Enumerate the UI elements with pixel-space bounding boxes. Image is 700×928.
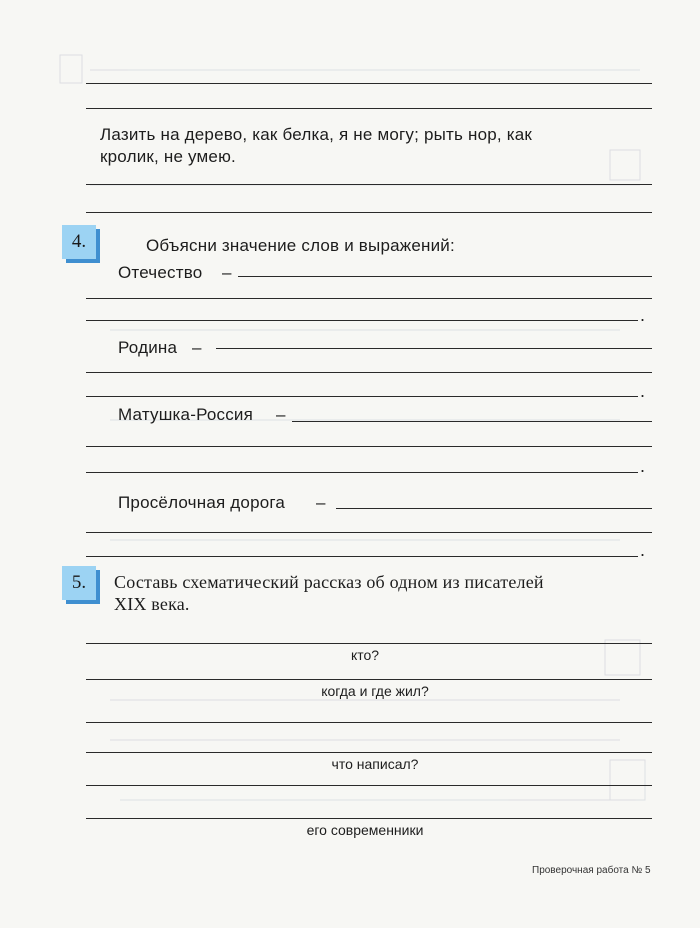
answer-line[interactable] — [86, 108, 652, 109]
answer-line[interactable] — [292, 421, 652, 422]
task-instruction: XIX века. — [114, 594, 190, 614]
page-footer: Проверочная работа № 5 — [532, 865, 651, 876]
answer-line[interactable] — [86, 83, 652, 84]
task-number: 4. — [71, 231, 87, 252]
task-number-badge — [62, 566, 100, 604]
period: . — [640, 381, 646, 401]
answer-line[interactable] — [86, 722, 652, 723]
dash: – — [316, 493, 326, 512]
answer-line[interactable] — [216, 348, 652, 349]
answer-line[interactable] — [86, 212, 652, 213]
term-label: Матушка-Россия — [118, 405, 254, 424]
answer-line[interactable] — [86, 818, 652, 819]
dash: – — [222, 263, 232, 282]
dash: – — [276, 405, 286, 424]
term-label: Родина — [118, 338, 178, 357]
answer-line[interactable] — [86, 298, 652, 299]
prompt-what-wrote: что написал? — [331, 756, 419, 772]
period: . — [640, 305, 646, 325]
period: . — [640, 456, 646, 476]
answer-line[interactable] — [86, 396, 638, 397]
previous-task-text: кролик, не умею. — [100, 147, 236, 166]
term-label: Отечество — [118, 263, 203, 282]
answer-line[interactable] — [86, 556, 638, 557]
task-number-badge — [62, 225, 100, 263]
task-instruction: Объясни значение слов и выражений: — [146, 236, 455, 255]
task-instruction: Составь схематический рассказ об одном из писателей — [114, 572, 544, 592]
prompt-when-where: когда и где жил? — [321, 683, 429, 699]
answer-line[interactable] — [86, 532, 652, 533]
prompt-who: кто? — [350, 647, 380, 663]
term-label: Просёлочная дорога — [118, 493, 286, 512]
answer-line[interactable] — [86, 472, 638, 473]
answer-line[interactable] — [86, 752, 652, 753]
answer-line[interactable] — [336, 508, 652, 509]
answer-line[interactable] — [86, 446, 652, 447]
answer-line[interactable] — [86, 184, 652, 185]
answer-line[interactable] — [86, 372, 652, 373]
answer-line[interactable] — [86, 785, 652, 786]
answer-line[interactable] — [86, 643, 652, 644]
prompt-contemporaries: его современники — [306, 822, 424, 838]
answer-line[interactable] — [86, 320, 638, 321]
previous-task-text: Лазить на дерево, как белка, я не могу; рыть нор, как — [100, 125, 533, 144]
period: . — [640, 540, 646, 560]
task-number: 5. — [71, 572, 87, 593]
answer-line[interactable] — [86, 679, 652, 680]
answer-line[interactable] — [238, 276, 652, 277]
dash: – — [192, 338, 202, 357]
